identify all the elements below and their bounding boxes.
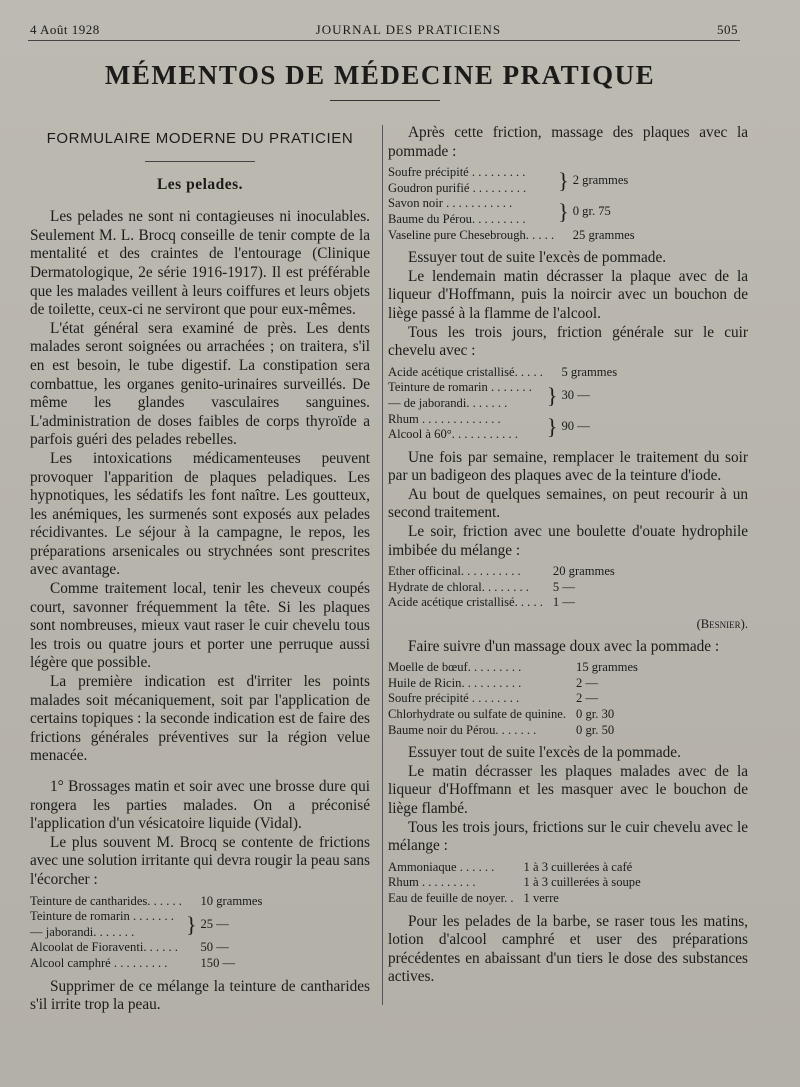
paragraph: Essuyer tout de suite l'excès de pommade.	[408, 249, 667, 267]
ingredient: Eau de feuille de noyer. .	[388, 890, 514, 905]
prescription-table	[388, 660, 638, 738]
prescription-table: Acide acétique cristallisé. . . . . 5 grammes Teinture de romarin . . . . . . . } 30 — — de jaborandi. . . . . . . Rhum . . . . . . . . . . . . . } 90 — Alcool à 60°. . . . . . . . . . .	[388, 364, 618, 442]
quantity: 0 gr. 75	[572, 204, 611, 219]
paragraph: La première indication est d'irriter les points malades soit mécaniquement, soit par l'application de certains topiques : la seconde indication est de faire des frictions générales préventives sur la région velue menacée.	[30, 673, 370, 765]
quantity: 30 —	[561, 388, 590, 403]
running-header	[30, 22, 738, 38]
ingredient: Hydrate de chloral. . . . . . . .	[388, 579, 529, 594]
quantity: 5 grammes	[561, 364, 618, 379]
paragraph: L'état général sera examiné de près. Les dents malades seront soignées ou arrachées ; on traitera, s'il en est besoin, le tube digestif. La constipation sera combattue, les organes genito-urinaires surveillés. De même les glandes vasculaires sanguines. L'administration de doses faibles de corps thyroïde a parfois guéri des pelades rebelles.	[30, 319, 370, 449]
ingredient: Acide acétique cristallisé. . . . .	[388, 364, 543, 379]
prescription-table	[388, 860, 641, 907]
header-rule	[28, 40, 740, 41]
paragraph: Supprimer de ce mélange la teinture de cantharides s'il irrite trop la peau.	[30, 977, 370, 1014]
right-column	[388, 124, 748, 987]
paragraph: Le plus souvent M. Brocq se contente de frictions avec une solution irritante qui devra rougir la peau sans l'écorcher :	[30, 833, 370, 888]
quantity: 1 —	[552, 595, 575, 610]
ingredient: Alcool à 60°. . . . . . . . . . .	[388, 427, 518, 442]
section-rule	[145, 161, 255, 162]
ingredient: Soufre précipité . . . . . . . . .	[388, 165, 526, 180]
quantity: 0 gr. 30	[576, 707, 615, 721]
quantity: 5 —	[552, 579, 575, 594]
quantity: 150 —	[200, 955, 236, 970]
left-column	[30, 124, 370, 1015]
paragraph: Le soir, friction avec une boulette d'ouate hydrophile imbibée du mélange :	[388, 523, 748, 559]
ingredient: Baume noir du Pérou. . . . . . .	[388, 722, 537, 737]
ingredient: Teinture de romarin . . . . . . .	[30, 909, 174, 924]
ingredient: Rhum . . . . . . . . .	[388, 875, 476, 890]
quantity: 1 à 3 cuillerées à soupe	[523, 875, 641, 890]
attribution: (Besnier).	[696, 617, 748, 632]
ingredient: Alcoolat de Fioraventi. . . . . .	[30, 940, 178, 955]
issue-date: 4 Août 1928	[30, 22, 100, 37]
paragraph: Les pelades ne sont ni contagieuses ni inoculables. Seulement M. L. Brocq conseille de tenir compte de la mentalité et des craintes de l'entourage (Clinique Dermatologique, 2e série 1916-1917). Il est préférable que les malades veillent à leurs coiffures et leurs objets de toilette, ceux-ci ne serviront que pour eux-mêmes.	[30, 208, 370, 319]
quantity: 25 grammes	[572, 227, 635, 242]
paragraph: Comme traitement local, tenir les cheveux coupés court, savonner fréquemment la tête. Si les plaques sont nombreuses, mieux vaut raser le cuir chevelu tous les trois ou quatre jours et porter une perruque aussi légère que possible.	[30, 580, 370, 672]
ingredient: Ether officinal. . . . . . . . . .	[388, 564, 521, 579]
quantity: 1 verre	[523, 890, 559, 905]
quantity: 1 à 3 cuillerées à café	[523, 859, 633, 874]
paragraph: Après cette friction, massage des plaques avec la pommade :	[388, 124, 748, 160]
paragraph: Les intoxications médicamenteuses peuvent provoquer l'apparition de plaques peladiques. Les hypnotiques, les sédatifs les font naître. Les goutteux, les anémiques, les surmenés sont exposés aux pelades récidivantes. Le séjour à la campagne, le repos, les préparations arsenicales ou strychnées sont prescrites avec avantage.	[30, 449, 370, 579]
subsection-title: Les pelades.	[156, 175, 244, 193]
ingredient: Teinture de romarin . . . . . . .	[388, 380, 532, 395]
ingredient: — jaborandi. . . . . . .	[30, 924, 135, 939]
quantity: 2 —	[576, 675, 599, 690]
quantity: 0 gr. 50	[576, 722, 615, 737]
section-title: FORMULAIRE MODERNE DU PRATICIEN	[46, 130, 354, 147]
prescription-table: Soufre précipité . . . . . . . . . } 2 grammes Goudron purifié . . . . . . . . . Savon noir . . . . . . . . . . . } 0 gr. 75 Baume du Pérou. . . . . . . . . Vaseline pure Chesebrough. . . . . 25 grammes	[388, 165, 635, 242]
ingredient: Baume du Pérou. . . . . . . . .	[388, 211, 526, 226]
paragraph: Le matin décrasser les plaques malades avec de la liqueur d'Hoffmann et les masquer avec le bouchon de liège flambé.	[388, 762, 748, 817]
ingredient: Savon noir . . . . . . . . . . .	[388, 196, 513, 211]
quantity: 2 grammes	[572, 172, 629, 187]
paragraph: Tous les trois jours, friction générale sur le cuir chevelu avec :	[388, 323, 748, 360]
paragraph: Au bout de quelques semaines, on peut recourir à un second traitement.	[388, 485, 748, 522]
ingredient: Acide acétique cristallisé. . . . .	[388, 595, 543, 610]
ingredient: Goudron purifié . . . . . . . . .	[388, 180, 527, 195]
ingredient: Ammoniaque . . . . . .	[388, 859, 495, 874]
ingredient: Chlorhydrate ou sulfate de quinine.	[388, 707, 567, 721]
ingredient: Teinture de cantharides. . . . . .	[30, 893, 182, 908]
paragraph: Pour les pelades de la barbe, se raser tous les matins, lotion d'alcool camphré et user des préparations précédentes en abaissant d'un tiers le dose des substances actives.	[388, 912, 748, 986]
column-divider	[382, 125, 383, 1005]
paragraph: 1° Brossages matin et soir avec une brosse dure qui rongera les parties malades. On a préconisé l'application d'un vésicatoire liquide (Vidal).	[30, 778, 370, 833]
title-rule	[330, 100, 440, 101]
quantity: 25 —	[200, 916, 229, 931]
ingredient: — de jaborandi. . . . . . .	[388, 395, 508, 410]
page-title: MÉMENTOS DE MÉDECINE PRATIQUE	[104, 60, 656, 90]
paragraph: Le lendemain matin décrasser la plaque avec de la liqueur d'Hoffmann, puis la noircir avec un bouchon de liège passé à la flamme de l'alcool.	[388, 267, 748, 322]
ingredient: Huile de Ricin. . . . . . . . . .	[388, 675, 522, 690]
quantity: 90 —	[561, 419, 590, 434]
paragraph: Tous les trois jours, frictions sur le cuir chevelu avec le mélange :	[388, 818, 748, 855]
ingredient: Soufre précipité . . . . . . . .	[388, 691, 520, 706]
prescription-table	[388, 564, 615, 611]
quantity: 20 grammes	[552, 564, 615, 579]
paragraph: Faire suivre d'un massage doux avec la pommade :	[408, 637, 720, 655]
page-number: 505	[717, 22, 738, 37]
quantity: 15 grammes	[576, 660, 638, 675]
ingredient: Rhum . . . . . . . . . . . . .	[388, 411, 501, 426]
ingredient: Moelle de bœuf. . . . . . . . .	[388, 660, 522, 675]
paragraph: Une fois par semaine, remplacer le traitement du soir par un badigeon des plaques avec de la teinture d'iode.	[388, 448, 748, 485]
ingredient: Vaseline pure Chesebrough. . . . .	[388, 227, 555, 242]
ingredient: Alcool camphré . . . . . . . . .	[30, 955, 168, 970]
quantity: 10 grammes	[200, 893, 263, 908]
quantity: 50 —	[200, 940, 229, 955]
journal-name: JOURNAL DES PRATICIENS	[315, 22, 502, 37]
quantity: 2 —	[576, 691, 599, 706]
paragraph: Essuyer tout de suite l'excès de la pommade.	[408, 744, 681, 762]
prescription-table: Teinture de cantharides. . . . . . 10 grammes Teinture de romarin . . . . . . . } 25 — — jaborandi. . . . . . . Alcoolat de Fioraventi. . . . . . 50 — Alcool camphré . . . . . . . . . 150 —	[30, 893, 263, 970]
